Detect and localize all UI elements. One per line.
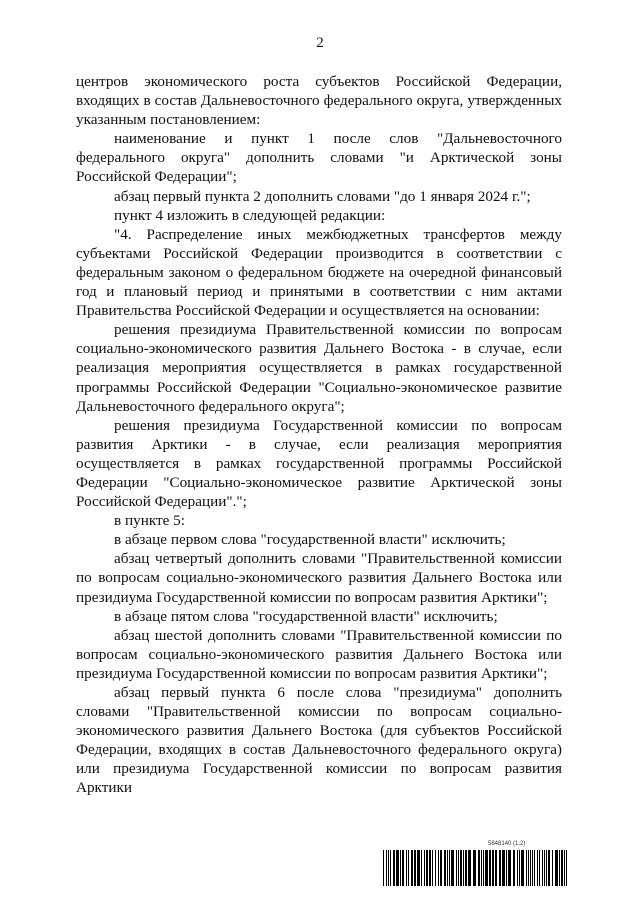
barcode-icon — [383, 850, 570, 886]
paragraph-10: абзац четвертый дополнить словами "Правительственной комиссии по вопросам социально-экономического развития Дальнего Востока или президиума Государственной комиссии по вопросам развития Арктики"; — [76, 550, 562, 606]
paragraph-12: абзац шестой дополнить словами "Правительственной комиссии по вопросам социально-экономического развития Дальнего Востока или президиума Государственной комиссии по вопросам развития Арктики"; — [76, 626, 562, 682]
paragraph-13: абзац первый пункта 6 после слова "президиума" дополнить словами "Правительственной комиссии по вопросам социально-экономического развития Дальнего Востока (для субъектов Российской Федерации, входящих в состав Дальневосточного федерального округа) или президиума Государственной комиссии по вопросам развития Арктики — [76, 684, 562, 797]
paragraph-2: наименование и пункт 1 после слов "Дальневосточного федерального округа" дополнить словами "и Арктической зоны Российской Федерации"; — [76, 130, 562, 186]
paragraph-5: "4. Распределение иных межбюджетных трансфертов между субъектами Российской Федерации производится в соответствии с федеральным законом о федеральном бюджете на очередной финансовый год и плановый период и принятыми в соответствии с ним актами Правительства Российской Федерации и осуществляется на основании: — [76, 225, 562, 320]
paragraph-1: центров экономического роста субъектов Российской Федерации, входящих в состав Дальневосточного федерального округа, утвержденных указанным постановлением: — [76, 73, 562, 129]
paragraph-11: в абзаце пятом слова "государственной власти" исключить; — [114, 607, 498, 625]
paragraph-9: в абзаце первом слова "государственной власти" исключить; — [114, 531, 506, 549]
document-code: 5848140 (1.2) — [488, 841, 526, 847]
paragraph-7: решения президиума Государственной комиссии по вопросам развития Арктики - в случае, если реализация мероприятия осуществляется в рамках государственной программы Российской Федерации "Социально-экономическое развитие Арктической зоны Российской Федерации"."; — [76, 416, 562, 511]
paragraph-4: пункт 4 изложить в следующей редакции: — [114, 206, 386, 224]
paragraph-8: в пункте 5: — [114, 512, 185, 530]
paragraph-3: абзац первый пункта 2 дополнить словами "до 1 января 2024 г."; — [114, 187, 531, 205]
document-body — [76, 72, 562, 798]
paragraph-6: решения президиума Правительственной комиссии по вопросам социально-экономического развития Дальнего Востока - в случае, если реализация мероприятия осуществляется в рамках государственной программы Российской Федерации "Социально-экономическое развитие Дальневосточного федерального округа"; — [76, 321, 562, 415]
page-number: 2 — [316, 35, 324, 51]
